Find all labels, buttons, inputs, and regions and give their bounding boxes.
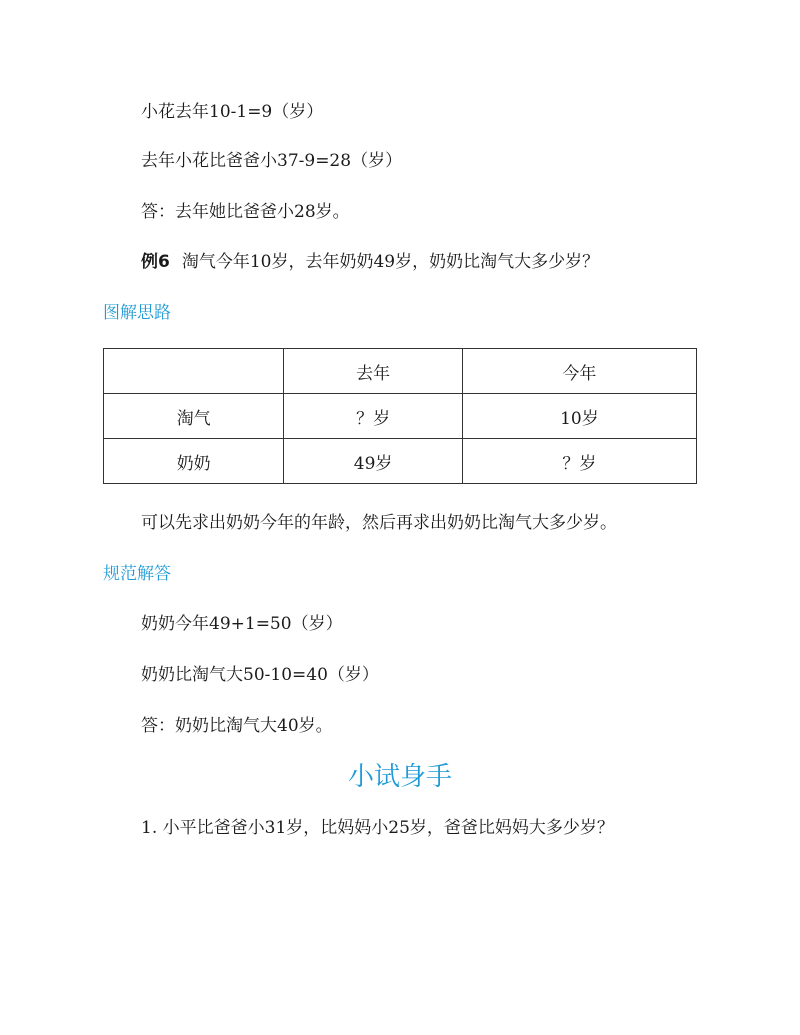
table-cell: 49岁 [284,439,462,484]
solution-step-2: 奶奶比淘气大50-10=40（岁） [141,665,379,685]
solution-step-1: 奶奶今年49+1=50（岁） [141,614,343,634]
table-header-row [104,349,697,394]
table-cell: 淘气 [104,394,284,439]
heading-standard-solution: 规范解答 [103,564,171,584]
example-problem [141,250,599,274]
solution-answer: 答：奶奶比淘气大40岁。 [141,716,333,736]
age-table [103,348,697,484]
solution-line-1: 小花去年10-1=9（岁） [141,102,324,122]
solution-line-2: 去年小花比爸爸小37-9=28（岁） [141,151,403,171]
table-cell: 10岁 [462,394,696,439]
practice-question-1: 1. 小平比爸爸小31岁，比妈妈小25岁，爸爸比妈妈大多少岁？ [141,818,614,838]
example-text: 淘气今年10岁，去年奶奶49岁，奶奶比淘气大多少岁？ [181,252,600,272]
table-header-cell [104,349,284,394]
table-row [104,439,697,484]
table-cell: ？岁 [462,439,696,484]
heading-diagram-approach: 图解思路 [103,303,171,323]
table-row [104,394,697,439]
table-header-cell: 今年 [462,349,696,394]
explanation-text: 可以先求出奶奶今年的年龄，然后再求出奶奶比淘气大多少岁。 [141,513,617,533]
table-cell: 奶奶 [104,439,284,484]
table-header-cell: 去年 [284,349,462,394]
practice-section-title: 小试身手 [347,762,452,792]
example-label: 例6 [141,252,170,272]
answer-line: 答：去年她比爸爸小28岁。 [141,202,350,222]
table-cell: ？岁 [284,394,462,439]
